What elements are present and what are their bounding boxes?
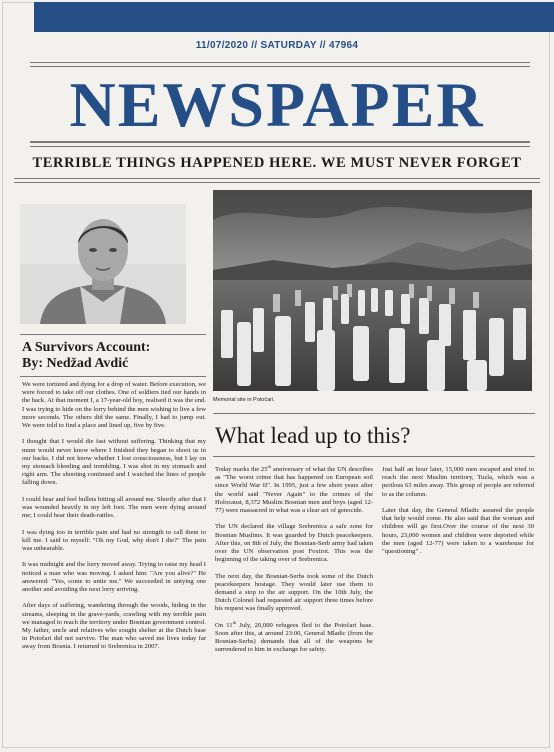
headline: TERRIBLE THINGS HAPPENED HERE. WE MUST NEVER FORGET xyxy=(32,155,522,171)
section-title: What lead up to this? xyxy=(215,423,411,448)
account-paragraph: It was midnight and the lorry moved away. Trying to raise my head I noticed a man who was moving. I asked him: "Are you alive?" He answered: "Yes, come to untie me." We succeeded in untying one another and avoiding the next lorry arriving. xyxy=(22,561,206,594)
account-byline: By: Nedžad Avdić xyxy=(22,356,129,371)
rule-headline-bottom-2 xyxy=(14,182,540,183)
rule-masthead-bottom xyxy=(30,141,530,143)
account-paragraph: We were tortured and dying for a drop of water. Before execution, we were forced to take off our clothes. One of soldiers tied our hands in the back. At that moment I, a 17-year-old boy, realised it was the end. I was trying to hide on the lorry behind the men wishing to live a few more seconds. The others did the same. Finally, I had to jump out. We were told to find a place and lined up, five by five. xyxy=(22,381,206,430)
top-color-bar xyxy=(34,2,554,32)
account-paragraph: I thought that I would die fast without suffering. Thinking that my mum would never know where I finished they began to shoot us in our backs. I did not know whether I lost consciousness, but I lay on my stomach bleeding and trembling. I was shot in my stomach and right arm. The shooting continued and I watched the lines of people falling down. xyxy=(22,438,206,487)
rule-section-top xyxy=(213,413,535,414)
date-line: 11/07/2020 // SATURDAY // 47964 xyxy=(195,40,359,51)
rule-top-2 xyxy=(30,66,530,67)
rule-account-bottom xyxy=(20,376,206,377)
lead-up-paragraph: Today marks the 25th anniversary of what the UN describes as "The worst crime that has happened on European soil since World War II". In 1995, just a few short years after the world said "Never Again" to the crimes of the Holocaust, 8,372 Muslim Bosnian men and boys (aged 12-77) were massacred in what was a clear act of genocide. xyxy=(215,463,373,515)
account-body xyxy=(22,381,206,660)
lead-up-paragraph: Later that day, the General Mladic assured the people that help would come. He also said that the woman and children will go first.Over the course of the next 30 hours, 23,000 women and children were deported while the men (aged 12-77) were taken to a warehouse for "questioning" . xyxy=(382,507,534,556)
account-paragraph: After days of suffering, wandering through the woods, hiding in the streams, sleeping in the grave-yards, crawling with my terrible pain we managed to reach the territory under Bosnian government control. My father, uncle and relatives who sought shelter at the Dutch base in Potočari did not survive. The man who saved me lives today far away from Bosnia. I returned to Srebrenica in 2007. xyxy=(22,602,206,651)
rule-masthead-bottom-2 xyxy=(30,146,530,147)
account-title-line1: A Survivors Account: xyxy=(22,340,151,355)
masthead: NEWSPAPER xyxy=(69,69,485,140)
account-paragraph: I could hear and feel bullets hitting all around me. Shortly after that I was wounded heavily in my left foot. The men were dying around me; I could hear their death-rattles. xyxy=(22,495,206,520)
rule-headline-bottom xyxy=(14,178,540,179)
lead-up-paragraph: Just half an hour later, 15,000 men escaped and tried to reach the next Muslim territory, Tuzla, which was a perilous 63 miles away. This group of people are referred to as the column. xyxy=(382,466,534,498)
memorial-photo xyxy=(213,190,532,391)
lead-up-column-2 xyxy=(382,466,534,564)
lead-up-paragraph: The next day, the Bosnian-Serbs took some of the Dutch peacekeepers hostage. They would later use them to demand a stop to the air support. On the 10th July, the Dutch Colonel had requested air support three times before his request was finally approved. xyxy=(215,572,373,613)
lead-up-paragraph: On 11th July, 20,000 refugees fled to the Potočari base. Soon after this, at around 23:00, General Mladic (from the Bosnian-Serbs) demands that all of the weapons be surrendered to him in exchange for safety. xyxy=(215,619,373,654)
account-paragraph: I was dying too in terrible pain and had no strength to call them to kill me. I said to myself: "Oh my God, why don't I die?" The pain was unbearable. xyxy=(22,528,206,553)
account-title xyxy=(22,340,207,372)
lead-up-paragraph: The UN declared the village Srebrenica a safe zone for Bosnian Muslims. It was guarded by Dutch peacekeepers. After this, on 8th of July, the Bosnian-Serb army had taken over the UN observation post Foxtrot. This was the beginning of the taking over of Srebrenica. xyxy=(215,523,373,564)
photo-caption: Memorial site in Potočari. xyxy=(213,397,275,403)
rule-top xyxy=(30,62,530,63)
portrait-photo xyxy=(20,204,186,324)
rule-account-top xyxy=(20,334,206,335)
rule-section-bottom xyxy=(213,456,535,457)
lead-up-column-1 xyxy=(215,463,373,663)
